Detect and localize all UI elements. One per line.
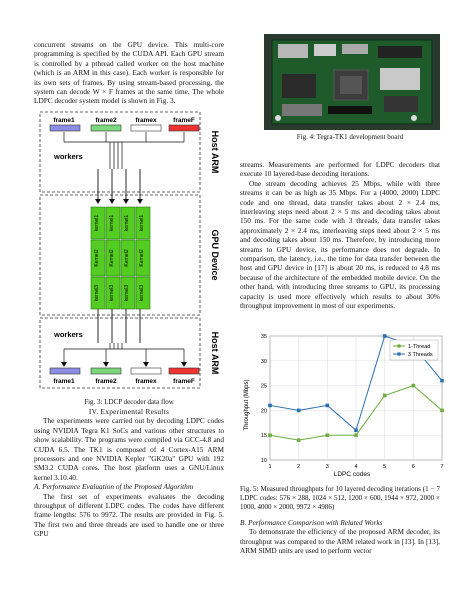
right-paragraph-2: One stream decoding achieves 25 Mbps, while with three streams it can be as high as 35 Mbps. For a (4000, 2000) LDPC code and one thread, data transfer takes about 2 × 2.4 ms, interleaving steps need about 2 × 5 ms and decoding takes about 150 ms. For the same code with 3 threads, data transfer takes approximately 2 × 2.4 ms, interleaving steps need about 2 × 5 ms and decoding takes about 150 ms. Therefore, by introducing more streams to GPU device, its performance does not degrade. In comparison, the latency, i.e., the time for data transfer between the host and GPU device in [17] is about 20 ms, is reduced to 4.8 ms because of the architecture of the embedded mobile device. On the other hand, with introducing three streams to GPU, its processing capacity is used more effectively which results to about 30% throughput improvement in most of our experiments. <box>240 178 440 311</box>
chart-x-ticks <box>268 464 443 470</box>
frame-box <box>131 368 161 374</box>
chart-x-axis-label: LDPC codes <box>333 471 371 478</box>
right-paragraph-3: To demonstrate the efficiency of the proposed ARM decoder, its throughput was compared to the ARM related work in [13]. In [13], ARM SIMD units are used to perform vector <box>240 527 440 556</box>
chart-y-tick-label: 15 <box>260 433 267 440</box>
frame-box <box>169 125 199 131</box>
left-paragraph-3: The first set of experiments evaluates the decoding throughput of different LDPC codes. The codes have different frame lengths: 576 to 9972. The results are provided in Fig. 5. The first two and three threads are used to handle one or three GPU <box>34 491 224 539</box>
kernel-label: kernel3 <box>139 284 145 302</box>
kernel-label: Kernel2 <box>94 249 100 267</box>
workers-bottom-label: workers <box>54 330 83 339</box>
frame-box <box>91 125 121 131</box>
left-paragraph-1: concurrent streams on the GPU device. This multi-core programming is specified by the CUDA API. Each GPU stream is controlled by a pthread called worker on the host machine (which is an ARM in this case). Each worker is responsible for its own sets of frames. By using stream-based processing, the system can decode W × F frames at the same time. The whole LDPC decoder system model is shown in Fig. 3. <box>34 40 224 106</box>
kernel-label: kernel1 <box>94 214 100 232</box>
kernel-label: Kernel2 <box>109 249 115 267</box>
chart-data-point <box>326 433 330 437</box>
frame-label: frameF <box>173 117 195 124</box>
chart-x-tick-label: 2 <box>297 464 301 470</box>
fig5-caption: Fig. 5: Measured throughputs for 10 layered decoding iterations (1 − 7 LDPC codes: 576 × 288, 1024 × 512, 1200 × 600, 1944 × 972, 2000 × 1000, 4000 × 2000, 9972 × 4986) <box>240 485 440 511</box>
chart-legend-marker <box>397 352 400 355</box>
chart-x-tick-label: 1 <box>268 464 272 470</box>
subsection-a-heading: A. Performance Evaluation of the Proposed Algorithm <box>34 482 194 492</box>
chart-data-point <box>268 404 272 408</box>
fig4-caption: Fig. 4: Tegra-TK1 development board <box>296 133 404 141</box>
chart-data-point <box>354 433 358 437</box>
chart-y-tick-label: 20 <box>260 408 267 415</box>
throughput-chart <box>240 330 452 480</box>
tegra-board-photo <box>264 34 440 130</box>
ldpc-dataflow-diagram <box>34 109 224 391</box>
subsection-b-heading: B. Performance Comparison with Related Works <box>240 518 383 527</box>
chart-x-tick-label: 5 <box>383 464 387 470</box>
chart-data-point <box>383 334 387 338</box>
frame-box <box>131 125 161 131</box>
chart-data-point <box>354 428 358 432</box>
chart-legend-marker <box>397 344 400 347</box>
chart-data-point <box>297 438 301 442</box>
kernel-label: kernel3 <box>109 284 115 302</box>
frame-box <box>91 368 121 374</box>
chart-legend <box>390 340 438 360</box>
kernel-label: Kernel2 <box>124 249 130 267</box>
section-heading: IV. Experimental Results <box>88 407 170 416</box>
kernel-label: Kernel2 <box>139 249 145 267</box>
chart-y-tick-label: 25 <box>260 383 267 390</box>
chart-data-point <box>326 404 330 408</box>
chart-data-point <box>440 409 444 413</box>
workers-top-label: workers <box>54 152 83 161</box>
left-text-top <box>34 40 224 106</box>
left-text-bottom <box>34 398 224 539</box>
chart-y-tick-label: 10 <box>260 458 267 464</box>
chart-y-tick-label: 30 <box>260 358 267 365</box>
chart-x-tick-label: 4 <box>354 464 358 470</box>
kernel-column <box>106 207 120 309</box>
chart-data-point <box>412 384 416 388</box>
chart-legend-label: 1-Thread <box>408 344 431 350</box>
chart-x-tick-label: 7 <box>440 464 444 470</box>
kernel-label: kernel3 <box>94 284 100 302</box>
kernel-column <box>91 207 105 309</box>
chart-y-axis-label: Throughput (Mbps) <box>244 379 250 431</box>
frame-label: frameF <box>173 378 195 385</box>
chart-data-point <box>440 379 444 383</box>
gpu-device-label: GPU Device <box>210 229 220 281</box>
right-paragraph-1: streams. Measurements are performed for LDPC decoders that execute 10 layered-base decoding iterations. <box>240 160 440 179</box>
kernel-label: kernel3 <box>124 284 130 302</box>
right-text-bottom <box>240 485 440 556</box>
kernel-column <box>136 207 150 309</box>
chart-y-ticks <box>261 334 267 464</box>
kernel-stacks <box>91 207 150 309</box>
frame-label: frame1 <box>53 378 75 385</box>
frame-box <box>169 368 199 374</box>
top-frames <box>50 117 199 131</box>
chart-x-tick-label: 6 <box>411 464 415 470</box>
left-paragraph-2: The experiments were carried out by decoding LDPC codes using NVIDIA Tegra K1 SoCs and various other structures to show scalability. The programs were compiled via GCC-4.8 and CUDA 6.5. The TK1 is composed of 4 Cortex-A15 ARM processors and one NVIDIA Kepler "GK20a" GPU with 192 SM3.2 CUDA cores. The host platform uses a GNU/Linux kernel 3.10.40. <box>34 416 224 482</box>
frame-label: frame2 <box>95 117 117 124</box>
chart-data-point <box>268 433 272 437</box>
host-arm-bottom-label: Host ARM <box>210 331 220 375</box>
right-text-top <box>240 160 440 311</box>
kernel-label: kernel1 <box>124 214 130 232</box>
chart-data-point <box>297 409 301 413</box>
chart-y-tick-label: 35 <box>260 334 267 340</box>
frame-box <box>50 368 80 374</box>
chart-legend-label: 3 Threads <box>408 352 433 358</box>
kernel-label: kernel1 <box>139 214 145 232</box>
frame-box <box>50 125 80 131</box>
chart-x-tick-label: 3 <box>325 464 329 470</box>
frame-label: frame2 <box>95 378 117 385</box>
fig3-caption: Fig. 3: LDCP decoder data flow <box>84 398 174 406</box>
frame-label: frame1 <box>53 117 75 124</box>
chart-data-point <box>383 394 387 398</box>
host-arm-top-label: Host ARM <box>210 130 220 174</box>
kernel-label: kernel1 <box>109 214 115 232</box>
bottom-frames <box>50 368 199 385</box>
frame-label: framex <box>135 117 157 124</box>
frame-label: framex <box>135 378 157 385</box>
kernel-column <box>121 207 135 309</box>
